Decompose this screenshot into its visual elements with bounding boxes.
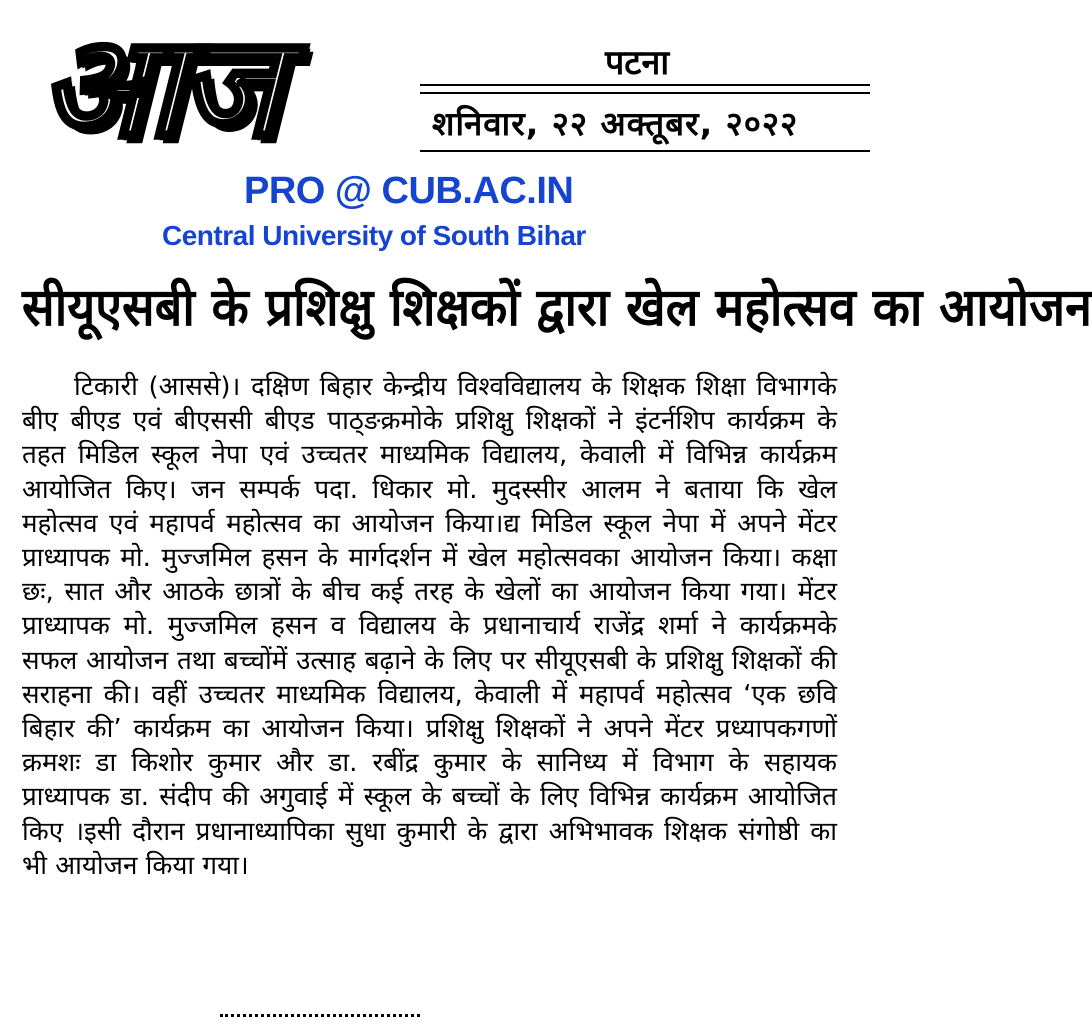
source-email: PRO @ CUB.AC.IN [244,170,574,212]
newspaper-logo [40,8,420,168]
article-body-text: टिकारी (आससे)। दक्षिण बिहार केन्द्रीय विश्वविद्यालय के शिक्षक शिक्षा विभागके बीए बीएड एवं बीएससी बीएड पाठ्ङक्रमोके प्रशिक्षु शिक्षकों ने इंटर्नशिप कार्यक्रम के तहत मिडिल स्कूल नेपा एवं उच्चतर माध्यमिक विद्यालय, केवाली में विभिन्न कार्यक्रम आयोजित किए। जन सम्पर्क पदा. धिकार मो. मुदस्सीर आलम ने बताया कि खेल महोत्सव एवं महापर्व महोत्सव का आयोजन किया।द्य मिडिल स्कूल नेपा में अपने मेंटर प्राध्यापक मो. मुज्जमिल हसन के मार्गदर्शन में खेल महोत्सवका आयोजन किया। कक्षा छः, सात और आठके छात्रों के बीच कई तरह के खेलों का आयोजन किया गया। मेंटर प्राध्यापक मो. मुज्जमिल हसन व विद्यालय के प्रधानाचार्य राजेंद्र शर्मा ने कार्यक्रमके सफल आयोजन तथा बच्चोंमें उत्साह बढ़ाने के लिए पर सीयूएसबी के प्रशिक्षु शिक्षकों की सराहना की। वहीं उच्चतर माध्यमिक विद्यालय, केवाली में महापर्व महोत्सव ‘एक छवि बिहार की’ कार्यक्रम का आयोजन किया। प्रशिक्षु शिक्षकों ने अपने मेंटर प्रध्यापकगणों क्रमशः डा किशोर कुमार और डा. रबींद्र कुमार के सानिध्य में विभाग के सहायक प्राध्यापक डा. संदीप की अगुवाई में स्कूल के बच्चों के लिए विभिन्न कार्यक्रम आयोजित किए ।इसी दौरान प्रधानाध्यापिका सुधा कुमारी के द्वारा अभिभावक शिक्षक संगोष्ठी का भी आयोजन किया गया। [22,372,837,881]
masthead-rule-bottom [420,150,870,152]
masthead-rule-middle [420,92,870,94]
clipping-edge [220,1014,420,1027]
source-university: Central University of South Bihar [162,220,586,251]
edition-date: शनिवार, २२ अक्तूबर, २०२२ [432,104,799,143]
newspaper-logo-text: आज [40,6,275,169]
masthead-rule-top [420,84,870,86]
edition-city: पटना [605,43,670,83]
article-body [22,370,837,883]
article-headline: सीयूएसबी के प्रशिक्षु शिक्षकों द्वारा खेल महोत्सव का आयोजन [22,278,1092,338]
